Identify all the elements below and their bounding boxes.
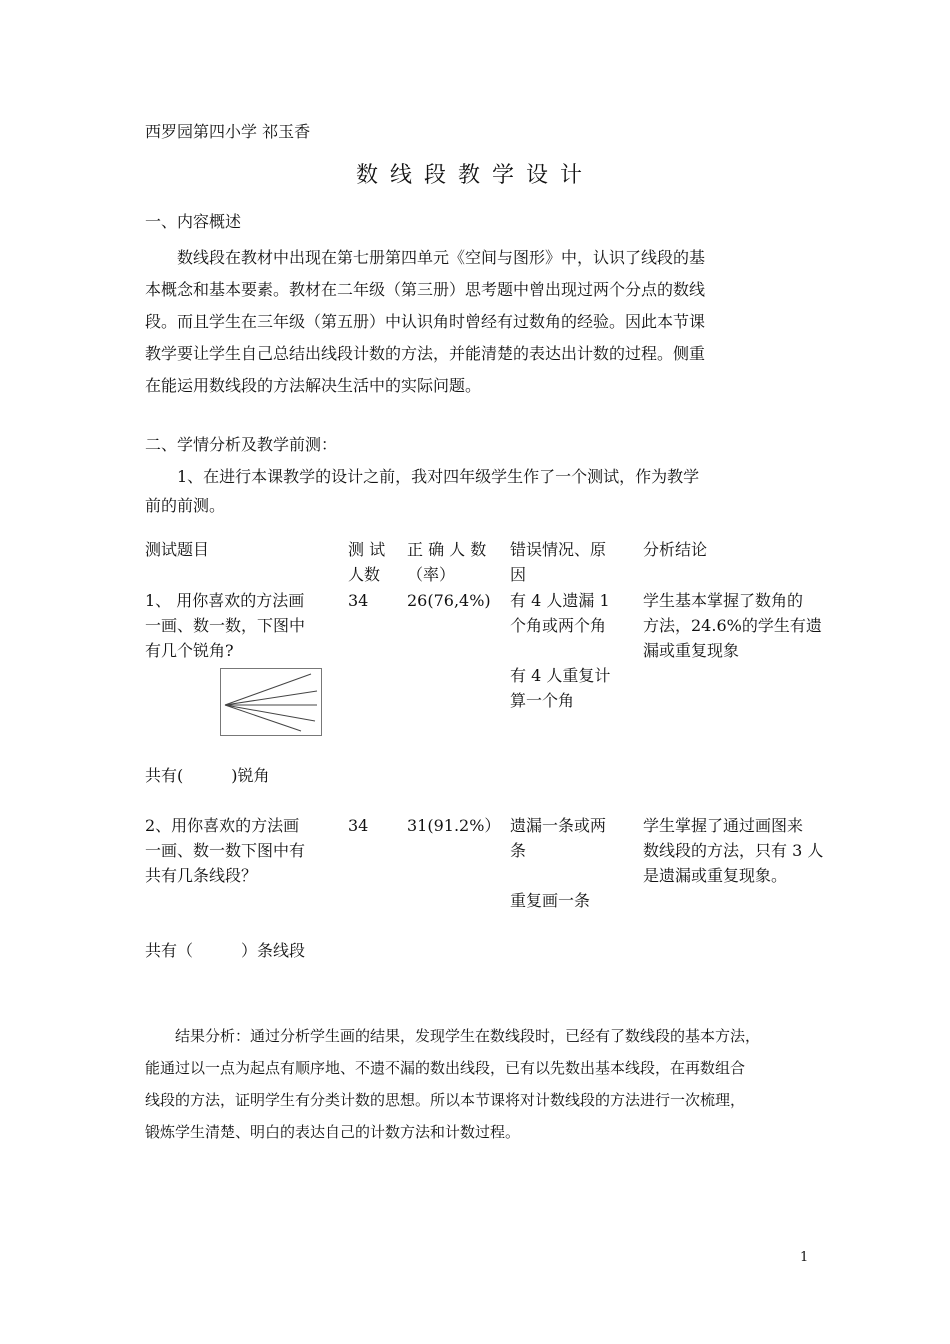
paragraph-line: 前的前测。	[145, 496, 226, 515]
paragraph-line: 线段的方法，证明学生有分类计数的思想。所以本节课将对计数线段的方法进行一次梳理，	[145, 1091, 746, 1109]
page-title: 数线段教学设计	[355, 163, 594, 188]
paragraph-line: 结果分析：通过分析学生画的结果，发现学生在数线段时，已经有了数线段的基本方法，	[145, 1027, 761, 1045]
paragraph-line: 教学要让学生自己总结出线段计数的方法，并能清楚的表达出计数的过程。侧重	[145, 344, 706, 363]
row2-errors-b: 重复画一条	[510, 891, 591, 910]
paragraph-line: 锻炼学生清楚、明白的表达自己的计数方法和计数过程。	[145, 1123, 521, 1141]
row1-conclusion: 学生基本掌握了数角的 方法，24.6%的学生有遗 漏或重复现象	[643, 591, 822, 660]
paragraph-line: 能通过以一点为起点有顺序地、不遗不漏的数出线段，已有以先数出基本线段，在再数组合	[145, 1059, 746, 1077]
angle-rays-diagram	[221, 669, 321, 735]
angle-figure	[220, 668, 322, 736]
paragraph-line: 本概念和基本要素。教材在二年级（第三册）思考题中曾出现过两个分点的数线	[145, 280, 706, 299]
row1-errors-b: 有 4 人重复计 算一个角	[510, 666, 611, 710]
analysis-paragraph	[145, 462, 810, 520]
section-heading-analysis: 二、学情分析及教学前测：	[145, 435, 338, 454]
paragraph-line: 段。而且学生在三年级（第五册）中认识角时曾经有过数角的经验。因此本节课	[145, 312, 706, 331]
result-analysis-paragraph	[145, 1020, 815, 1148]
paragraph-line: 1、在进行本课教学的设计之前，我对四年级学生作了一个测试，作为教学	[145, 467, 700, 486]
row1-correct: 26(76,4%)	[407, 591, 491, 610]
row1-question: 1、 用你喜欢的方法画 一画、数一数，下图中 有几个锐角?	[145, 591, 306, 660]
row2-answer: 共有（ ）条线段	[145, 941, 306, 960]
header-question: 测试题目	[145, 540, 210, 559]
section-heading-overview: 一、内容概述	[145, 212, 242, 231]
paragraph-line: 数线段在教材中出现在第七册第四单元《空间与图形》中，认识了线段的基	[145, 248, 706, 267]
row1-count: 34	[348, 591, 369, 610]
page-number: 1	[800, 1250, 809, 1265]
header-errors: 错误情况、原 因	[510, 540, 607, 584]
row1-errors-a: 有 4 人遗漏 1 个角或两个角	[510, 591, 610, 635]
row2-errors-a: 遗漏一条或两 条	[510, 816, 607, 860]
header-correct: 正 确 人 数 （率）	[407, 540, 487, 584]
row1-answer: 共有( )锐角	[145, 766, 270, 785]
row2-conclusion: 学生掌握了通过画图来 数线段的方法，只有 3 人 是遗漏或重复现象。	[643, 816, 824, 885]
row2-count: 34	[348, 816, 369, 835]
author-line: 西罗园第四小学 祁玉香	[145, 122, 311, 141]
row2-correct: 31(91.2%）	[407, 816, 501, 835]
overview-paragraph	[145, 242, 810, 402]
row2-question: 2、用你喜欢的方法画 一画、数一数下图中有 共有几条线段？	[145, 816, 306, 885]
paragraph-line: 在能运用数线段的方法解决生活中的实际问题。	[145, 376, 482, 395]
header-conclusion: 分析结论	[643, 540, 708, 559]
header-count: 测 试 人数	[348, 540, 386, 584]
